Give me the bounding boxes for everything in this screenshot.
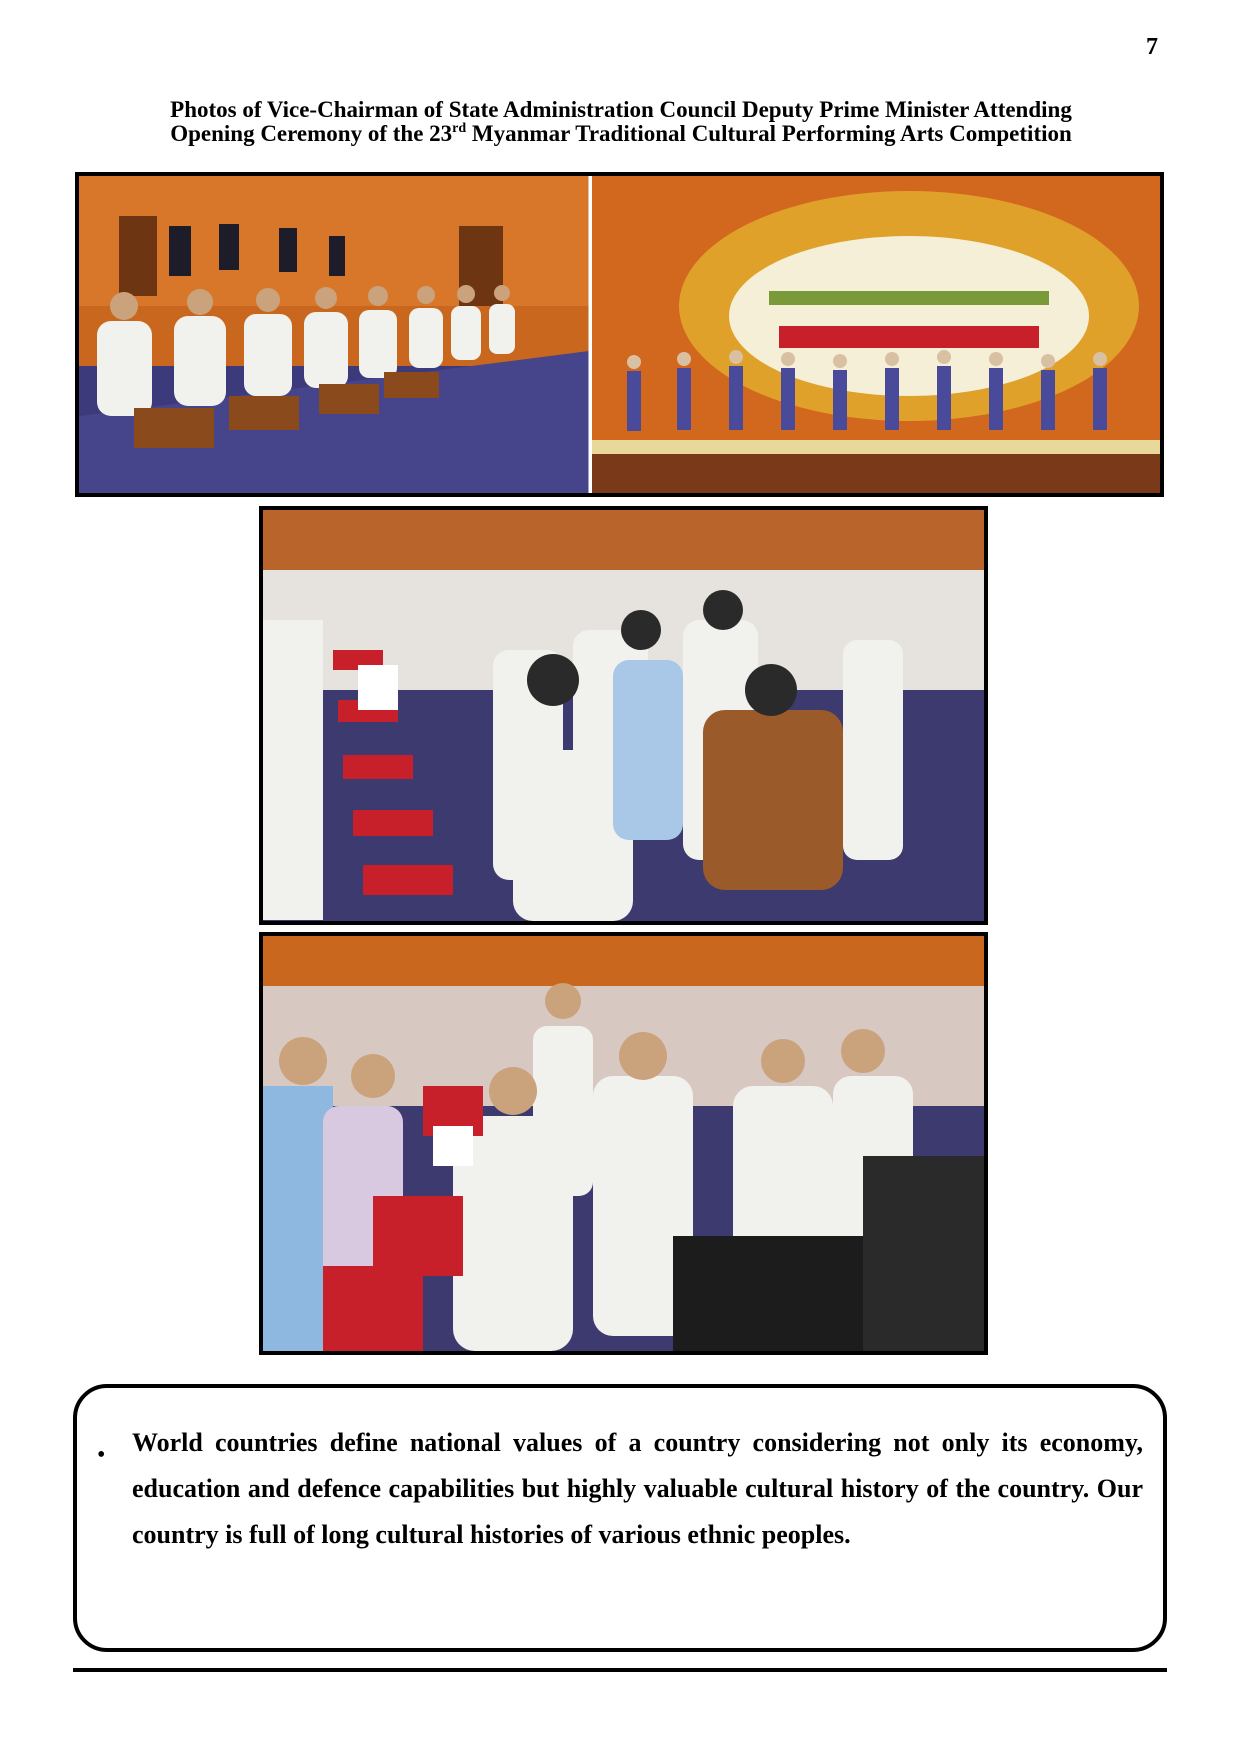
info-box [73, 1384, 1167, 1652]
photo-meeting-participants [259, 932, 988, 1355]
photo-seated-officials [79, 176, 589, 493]
title-ordinal-suffix: rd [452, 121, 467, 136]
title-line-2 [76, 122, 1166, 146]
title-line-1: Photos of Vice-Chairman of State Administration Council Deputy Prime Minister Attending [170, 97, 1072, 122]
bottom-divider [73, 1668, 1167, 1672]
title-line-2-prefix: Opening Ceremony of the 23 [170, 121, 453, 146]
info-text: World countries define national values of a country considering not only its economy, education and defence capabilities but highly valuable cultural history of the country. Our country is full of long cultural histories of various ethnic peoples. [132, 1428, 1143, 1549]
photo-ceremony-overview [75, 172, 1164, 497]
page-number: 7 [1146, 34, 1158, 60]
title-line-2-suffix: Myanmar Traditional Cultural Performing Arts Competition [466, 121, 1072, 146]
photo-greeting-attendees [259, 506, 988, 925]
bullet-point: • [97, 1442, 106, 1468]
page-title [76, 98, 1166, 146]
photo-dance-performance [592, 176, 1160, 493]
